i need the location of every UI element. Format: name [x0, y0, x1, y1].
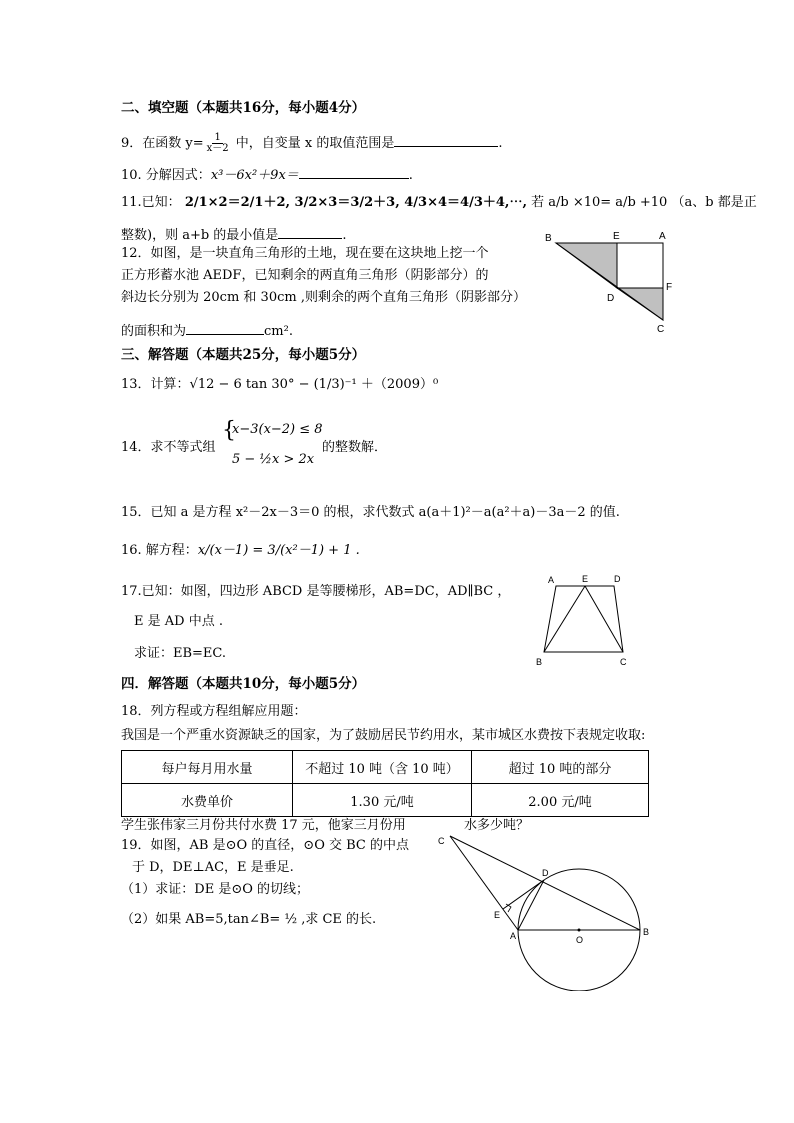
- q19-segment-CB: [450, 836, 640, 930]
- q18-line3: 学生张伟家三月份共付水费 17 元，他家三月份用: [121, 818, 406, 833]
- q19-label-A: A: [510, 931, 517, 941]
- question-15: 15．已知 a 是方程 x²－2x－3＝0 的根，求代数式 a(a＋1)²－a(a²＋a)－3a－2 的值.: [121, 505, 620, 520]
- question-11-line2: 整数)，则 a+b 的最小值是 .: [121, 224, 346, 244]
- water-fee-table: [121, 750, 649, 817]
- question-11: 11.已知： 2/1×2＝2/1＋2, 3/2×3＝3/2＋3, 4/3×4＝4/3＋4,⋯, 若 a/b ×10= a/b +10 （a、b 都是正: [121, 195, 757, 210]
- q12-answer-blank[interactable]: [186, 320, 264, 335]
- table-cell: 1.30 元/吨: [293, 784, 472, 817]
- q18-line3b: 水多少吨？: [464, 818, 530, 833]
- q17-label-E: E: [582, 574, 589, 584]
- table-row: [122, 784, 649, 817]
- q12-label-C: C: [657, 324, 665, 335]
- q12-line4: 的面积和为 cm².: [121, 320, 293, 340]
- question-13: 13．计算：√12 − 6 tan 30° − (1/3)⁻¹ ＋（2009）⁰: [121, 377, 439, 392]
- q16-equation: x/(x－1) = 3/(x²－1) + 1 .: [197, 543, 360, 558]
- section-fill-header: 二、填空题（本题共16分，每小题4分）: [121, 100, 366, 116]
- q12-label-E: E: [613, 231, 620, 242]
- section-solve-header: 三、解答题（本题共25分，每小题5分）: [121, 347, 366, 363]
- q10-expression: x³－6x²＋9x＝: [210, 168, 299, 183]
- question-16: 16. 解方程：x/(x－1) = 3/(x²－1) + 1 .: [121, 543, 360, 558]
- q12-square-pool: [617, 243, 663, 288]
- q17-line3: 求证：EB=EC.: [134, 646, 227, 661]
- table-header-cell: 超过 10 吨的部分: [472, 751, 649, 784]
- q19-label-E: E: [494, 910, 501, 920]
- q19-circle-figure: [430, 826, 660, 991]
- table-cell: 2.00 元/吨: [472, 784, 649, 817]
- q14-inequality-1: x−3(x−2) ≤ 8: [232, 422, 323, 437]
- q17-trapezoid: [544, 586, 623, 652]
- q19-line2: 于 D，DE⊥AC，E 是垂足.: [132, 860, 294, 875]
- question-9: 9．在函数 y= $\frac{1}{x-2}$ 中，自变量 x 的取值范围是 .: [121, 131, 503, 154]
- table-cell: 水费单价: [122, 784, 293, 817]
- q19-label-B: B: [643, 927, 650, 937]
- q19-label-D: D: [542, 868, 549, 878]
- q12-line2: 正方形蓄水池 AEDF，已知剩余的两直角三角形（阴影部分）的: [121, 268, 489, 283]
- q17-label-D: D: [614, 574, 621, 584]
- q19-segment-AD: [518, 880, 544, 930]
- q17-trapezoid-figure: [530, 570, 640, 670]
- q14-suffix: 的整数解．: [322, 440, 388, 455]
- q17-label-B: B: [536, 657, 543, 667]
- q19-line4: （2）如果 AB=5,tan∠B= ½ ,求 CE 的长.: [121, 912, 377, 927]
- q12-triangle-figure: [540, 228, 680, 338]
- q17-label-C: C: [620, 657, 627, 667]
- q18-line1: 18．列方程或方程组解应用题：: [121, 704, 307, 719]
- q9-text-post: 中，自变量 x 的取值范围是: [231, 136, 395, 151]
- q19-label-O: O: [576, 935, 584, 945]
- question-10: 10. 分解因式：x³－6x²＋9x＝ .: [121, 164, 413, 184]
- q17-label-A: A: [548, 575, 555, 585]
- q14-brace: {: [222, 418, 236, 443]
- q18-line2: 我国是一个严重水资源缺乏的国家，为了鼓励居民节约用水，某市城区水费按下表规定收取:: [121, 728, 646, 743]
- section-solve2-header: 四．解答题（本题共10分，每小题5分）: [121, 676, 366, 692]
- q12-label-F: F: [666, 282, 673, 293]
- q12-line3: 斜边长分别为 20cm 和 30cm ,则剩余的两个直角三角形（阴影部分）: [121, 290, 526, 305]
- q17-line1: 17.已知：如图，四边形 ABCD 是等腰梯形，AB=DC，AD∥BC ，: [121, 584, 511, 599]
- q12-label-A: A: [659, 231, 666, 242]
- q14-inequality-2: 5 − ½x > 2x: [232, 452, 315, 467]
- q9-fraction: $\frac{1}{x-2}$: [206, 131, 229, 154]
- q9-text: 9．在函数 y=: [121, 136, 204, 151]
- q14-prefix: 14．求不等式组: [121, 440, 216, 455]
- q11-answer-blank[interactable]: [278, 224, 342, 239]
- q12-line1: 12．如图，是一块直角三角形的土地，现在要在这块地上挖一个: [121, 246, 489, 261]
- q11-condition: a/b ×10= a/b +10: [548, 195, 668, 210]
- q19-center-point: [578, 929, 581, 932]
- q12-label-B: B: [545, 233, 552, 244]
- q19-line3: （1）求证：DE 是⊙O 的切线；: [121, 882, 309, 897]
- table-header-cell: 不超过 10 吨（含 10 吨）: [293, 751, 472, 784]
- q17-line2: E 是 AD 中点 .: [134, 614, 223, 629]
- q10-text: 10. 分解因式：: [121, 168, 211, 183]
- q19-right-angle-mark: [506, 904, 511, 912]
- q19-line1: 19．如图，AB 是⊙O 的直径，⊙O 交 BC 的中点: [121, 838, 409, 853]
- q12-label-D: D: [607, 293, 615, 304]
- q19-segment-CA: [450, 836, 518, 930]
- q11-sequence: 2/1×2＝2/1＋2, 3/2×3＝3/2＋3, 4/3×4＝4/3＋4,⋯,: [184, 195, 527, 210]
- q19-label-C: C: [438, 836, 445, 846]
- q17-segment-EC: [585, 586, 623, 652]
- table-header-row: [122, 751, 649, 784]
- q10-answer-blank[interactable]: [299, 164, 409, 179]
- table-header-cell: 每户每月用水量: [122, 751, 293, 784]
- q9-answer-blank[interactable]: [394, 132, 498, 147]
